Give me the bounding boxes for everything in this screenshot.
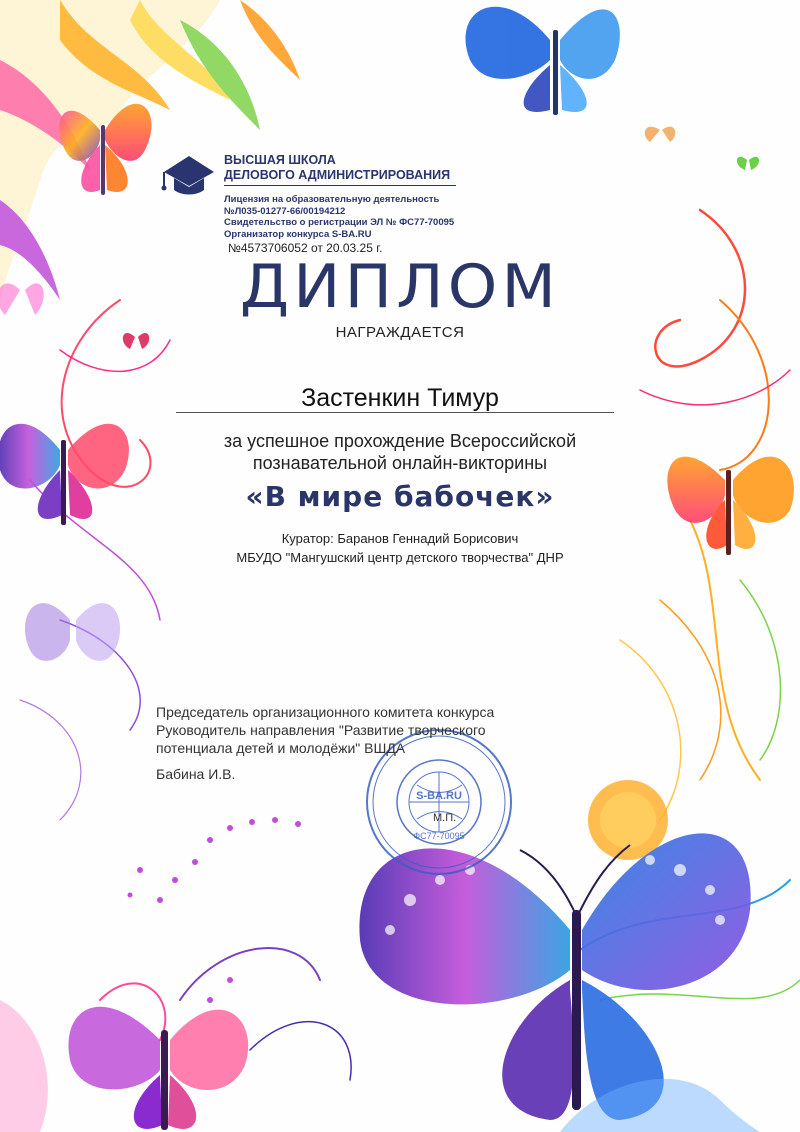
- awarded-label: НАГРАЖДАЕТСЯ: [335, 324, 465, 341]
- organizer-name: [224, 153, 450, 183]
- quiz-title: «В мире бабочек»: [245, 480, 555, 513]
- school-line: МБУДО "Мангушский центр детского творчества" ДНР: [236, 550, 564, 565]
- organizer-name-line1: ВЫСШАЯ ШКОЛА: [224, 153, 336, 167]
- description-line1: за успешное прохождение Всероссийской: [223, 431, 577, 451]
- curator-line: Куратор: Баранов Геннадий Борисович: [281, 531, 519, 546]
- chair-line3: потенциала детей и молодёжи" ВШДА: [156, 740, 406, 756]
- recipient-underline: [176, 412, 614, 413]
- organizer-site-line: Организатор конкурса S-BA.RU: [224, 228, 372, 240]
- signer-name: Бабина И.В.: [156, 766, 236, 782]
- diploma-title: ДИПЛОМ: [239, 252, 561, 322]
- registration-line: Свидетельство о регистрации ЭЛ № ФС77-70095: [224, 217, 455, 228]
- award-description: [0, 430, 800, 474]
- stamp-reg: ФС77-70095: [413, 831, 465, 841]
- organizer-name-line2: ДЕЛОВОГО АДМИНИСТРИРОВАНИЯ: [224, 168, 451, 182]
- diploma-number: №4573706052 от 20.03.25 г.: [228, 241, 383, 255]
- license-line2: №Л035-01277-66/00194212: [224, 205, 346, 217]
- graduation-cap-icon: [160, 150, 218, 200]
- recipient-name: Застенкин Тимур: [301, 384, 499, 412]
- license-info: [224, 194, 454, 240]
- chair-line2: Руководитель направления "Развитие творческого: [156, 722, 486, 738]
- chair-title: [156, 703, 586, 757]
- chair-line1: Председатель организационного комитета конкурса: [156, 704, 495, 720]
- description-line2: познавательной онлайн-викторины: [252, 453, 548, 473]
- organizer-divider: [224, 185, 456, 186]
- stamp-site: S-BA.RU: [416, 790, 462, 802]
- license-line1: Лицензия на образовательную деятельность: [224, 194, 440, 205]
- seal-place-label: М.П.: [433, 812, 457, 824]
